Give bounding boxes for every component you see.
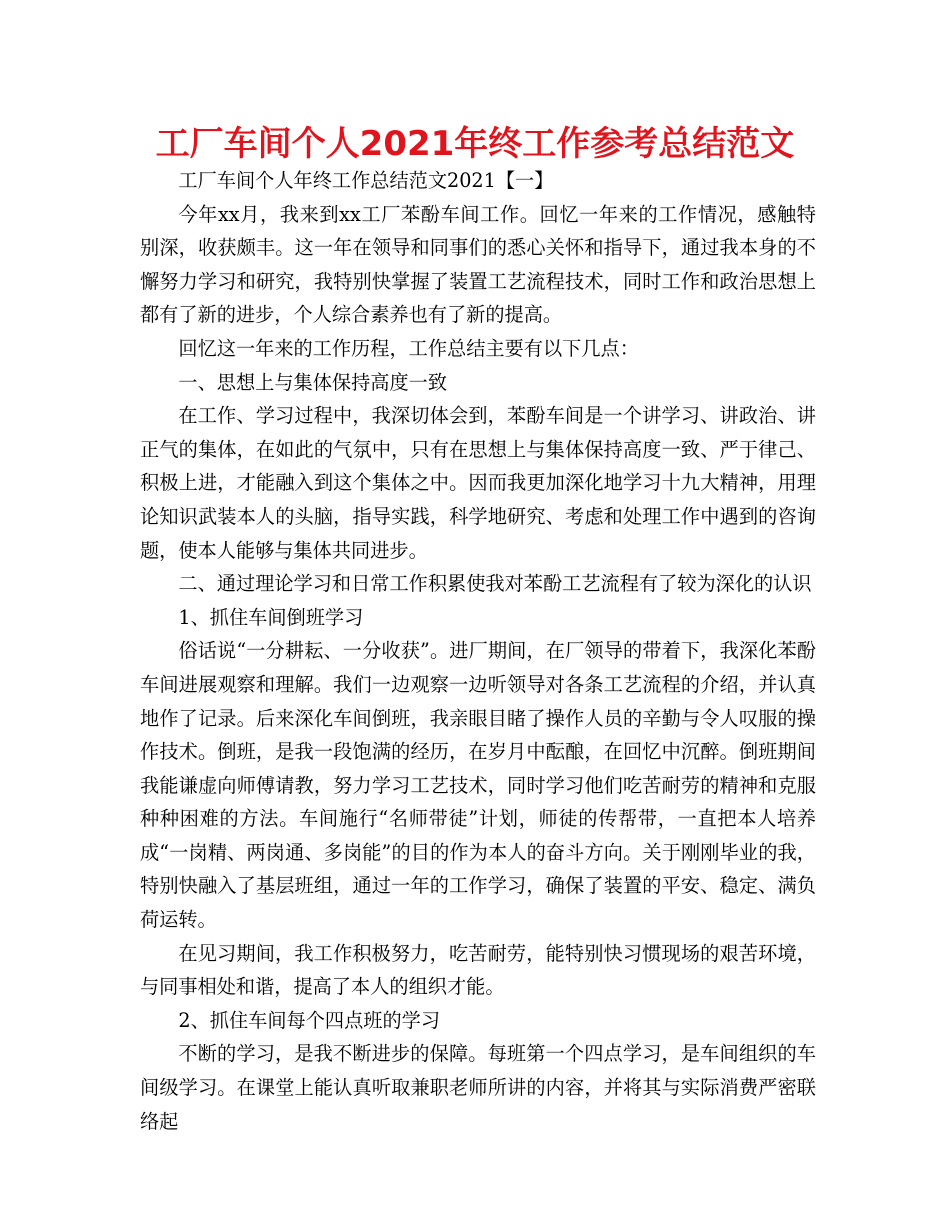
paragraph: 今年xx月，我来到xx工厂苯酚车间工作。回忆一年来的工作情况，感触特别深，收获颇丰。这一年在领导和同事们的悉心关怀和指导下，通过我本身的不懈努力学习和研究，我特别快掌握了装置工艺流程技术，同时工作和政治思想上都有了新的进步，个人综合素养也有了新的提高。	[140, 202, 816, 327]
subsection-heading: 1、抓住车间倒班学习	[178, 605, 364, 629]
document-body	[140, 164, 816, 1138]
section-heading: 一、思想上与集体保持高度一致	[178, 370, 448, 394]
paragraph-heading-one: 工厂车间个人年终工作总结范文2021【一】	[178, 169, 554, 192]
paragraph: 不断的学习，是我不断进步的保障。每班第一个四点学习，是车间组织的车间级学习。在课堂上能认真听取兼职老师所讲的内容，并将其与实际消费严密联络起	[140, 1042, 816, 1133]
paragraph: 在见习期间，我工作积极努力，吃苦耐劳，能特别快习惯现场的艰苦环境，与同事相处和谐，提高了本人的组织才能。	[140, 941, 816, 999]
paragraph: 回忆这一年来的工作历程，工作总结主要有以下几点：	[178, 336, 639, 360]
paragraph: 俗话说“一分耕耘、一分收获”。进厂期间，在厂领导的带着下，我深化苯酚车间进展观察和理解。我们一边观察一边听领导对各条工艺流程的介绍，并认真地作了记录。后来深化车间倒班，我亲眼目睹了操作人员的辛勤与令人叹服的操作技术。倒班，是我一段饱满的经历，在岁月中酝酿，在回忆中沉醉。倒班期间我能谦虚向师傅请教，努力学习工艺技术，同时学习他们吃苦耐劳的精神和克服种种困难的方法。车间施行“名师带徒”计划，师徒的传帮带，一直把本人培养成“一岗精、两岗通、多岗能”的目的作为本人的奋斗方向。关于刚刚毕业的我，特别快融入了基层班组，通过一年的工作学习，确保了装置的平安、稳定、满负荷运转。	[140, 639, 816, 932]
section-heading: 二、通过理论学习和日常工作积累使我对苯酚工艺流程有了较为深化的认识	[178, 572, 812, 596]
paragraph: 在工作、学习过程中，我深切体会到，苯酚车间是一个讲学习、讲政治、讲正气的集体，在如此的气氛中，只有在思想上与集体保持高度一致、严于律己、积极上进，才能融入到这个集体之中。因而我更加深化地学习十九大精神，用理论知识武装本人的头脑，指导实践，科学地研究、考虑和处理工作中遇到的咨询题，使本人能够与集体共同进步。	[140, 404, 816, 562]
subsection-heading: 2、抓住车间每个四点班的学习	[178, 1008, 441, 1032]
document-title: 工厂车间个人2021年终工作参考总结范文	[155, 124, 795, 164]
